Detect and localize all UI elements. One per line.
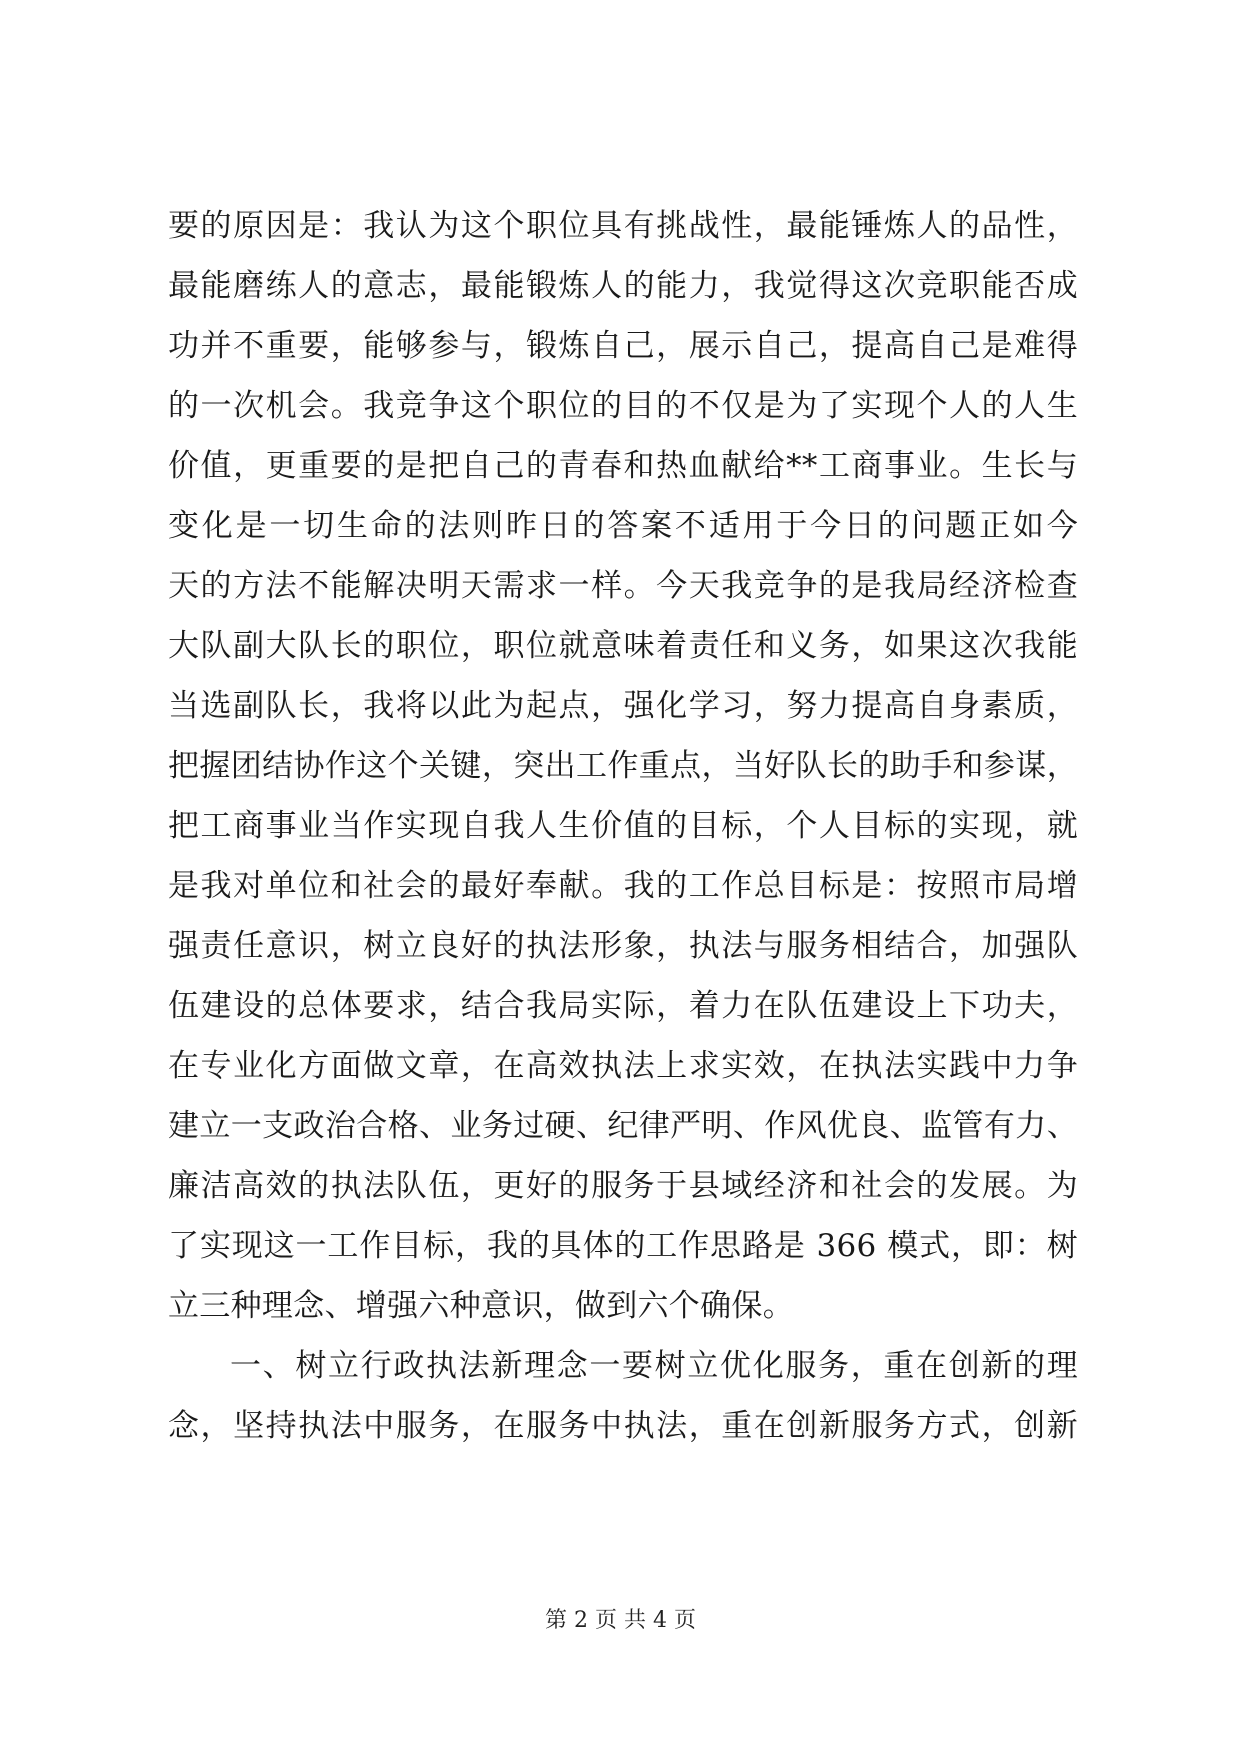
page-number-label: 第 2 页 共 4 页 — [545, 1608, 696, 1633]
paragraph-1-line-8: 大队副大队长的职位，职位就意味着责任和义务，如果这次我能 — [168, 628, 1078, 664]
paragraph-2-line-1: 一、树立行政执法新理念一要树立优化服务，重在创新的理 — [230, 1348, 1078, 1384]
paragraph-1-line-4: 的一次机会。我竞争这个职位的目的不仅是为了实现个人的人生 — [168, 388, 1078, 424]
paragraph-1-line-9: 当选副队长，我将以此为起点，强化学习，努力提高自身素质， — [168, 688, 1078, 724]
paragraph-1-line-3: 功并不重要，能够参与，锻炼自己，展示自己，提高自己是难得 — [168, 328, 1078, 364]
paragraph-1-line-1: 要的原因是：我认为这个职位具有挑战性，最能锤炼人的品性， — [168, 208, 1078, 244]
paragraph-1-line-13: 强责任意识，树立良好的执法形象，执法与服务相结合，加强队 — [168, 928, 1078, 964]
paragraph-1-line-12: 是我对单位和社会的最好奉献。我的工作总目标是：按照市局增 — [168, 868, 1078, 904]
paragraph-1-line-5: 价值，更重要的是把自己的青春和热血献给**工商事业。生长与 — [168, 448, 1078, 484]
paragraph-1-line-6: 变化是一切生命的法则昨日的答案不适用于今日的问题正如今 — [168, 508, 1078, 544]
paragraph-1-line-11: 把工商事业当作实现自我人生价值的目标，个人目标的实现，就 — [168, 808, 1078, 844]
paragraph-1-line-10: 把握团结协作这个关键，突出工作重点，当好队长的助手和参谋， — [168, 748, 1078, 784]
paragraph-2-line-2: 念，坚持执法中服务，在服务中执法，重在创新服务方式，创新 — [168, 1408, 1078, 1444]
paragraph-1-line-16: 建立一支政治合格、业务过硬、纪律严明、作风优良、监管有力、 — [168, 1108, 1078, 1144]
page-footer — [0, 1606, 1241, 1636]
paragraph-1-line-7: 天的方法不能解决明天需求一样。今天我竞争的是我局经济检查 — [168, 568, 1078, 604]
paragraph-1-line-18: 了实现这一工作目标，我的具体的工作思路是 366 模式，即：树 — [168, 1228, 1078, 1264]
body-text — [168, 206, 1078, 1466]
paragraph-1-line-19: 立三种理念、增强六种意识，做到六个确保。 — [168, 1288, 794, 1324]
paragraph-1-line-15: 在专业化方面做文章，在高效执法上求实效，在执法实践中力争 — [168, 1048, 1078, 1084]
paragraph-1-line-14: 伍建设的总体要求，结合我局实际，着力在队伍建设上下功夫， — [168, 988, 1078, 1024]
paragraph-1-line-2: 最能磨练人的意志，最能锻炼人的能力，我觉得这次竞职能否成 — [168, 268, 1078, 304]
paragraph-1-line-17: 廉洁高效的执法队伍，更好的服务于县域经济和社会的发展。为 — [168, 1168, 1078, 1204]
